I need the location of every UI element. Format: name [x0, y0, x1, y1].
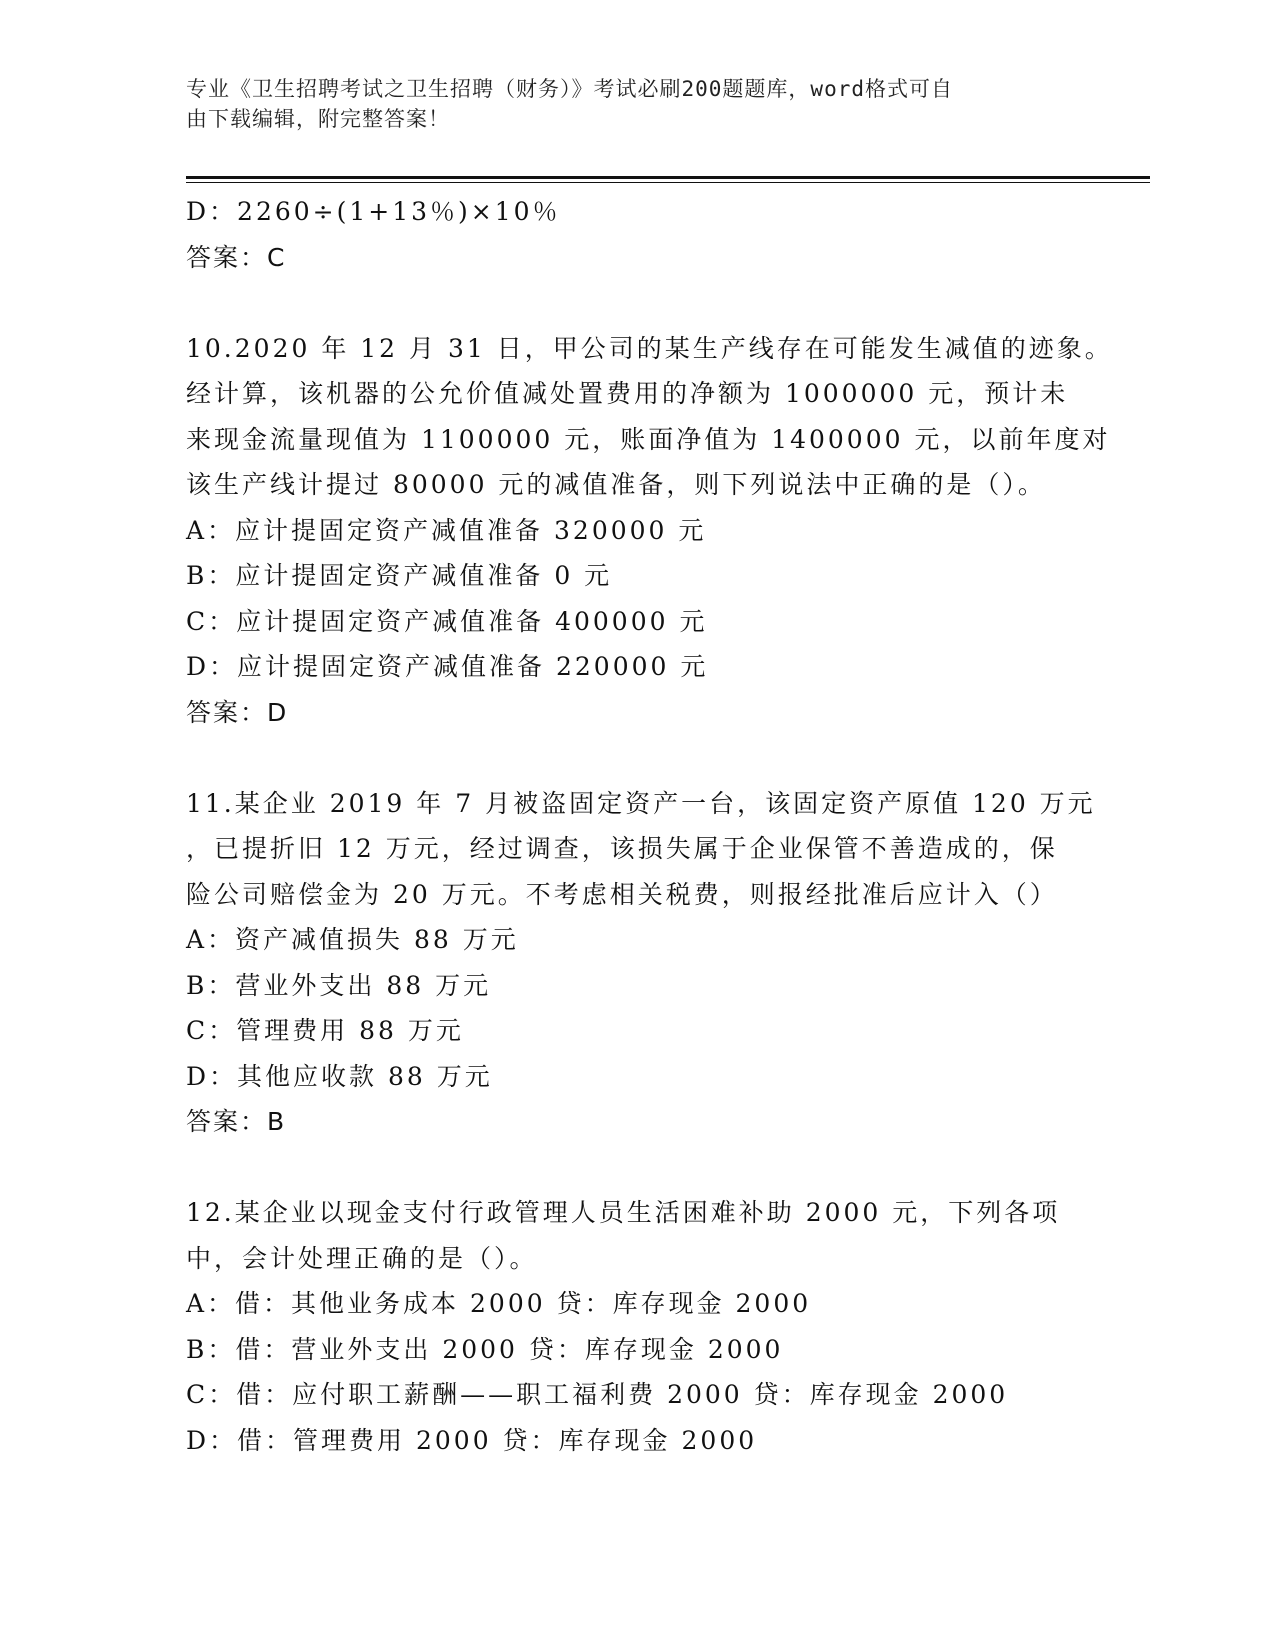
- question-11: [186, 781, 1096, 1145]
- question-10-line-1: 10.2020 年 12 月 31 日，甲公司的某生产线存在可能发生减值的迹象。: [186, 333, 1113, 363]
- question-11-answer: 答案：B: [186, 1107, 287, 1136]
- header-title-line-2: 由下载编辑，附完整答案！: [186, 107, 450, 131]
- page-header: [186, 74, 1066, 134]
- question-12: [186, 1190, 1086, 1463]
- question-10: [186, 326, 1113, 736]
- spacer: [186, 1145, 1086, 1191]
- header-divider-thin: [186, 182, 1150, 183]
- question-11-line-3: 险公司赔偿金为 20 万元。不考虑相关税费，则报经批准后应计入（）: [186, 879, 1058, 909]
- spacer: [186, 280, 1086, 326]
- question-11-option-a: A：资产减值损失 88 万元: [186, 925, 519, 954]
- question-10-line-2: 经计算，该机器的公允价值减处置费用的净额为 1000000 元，预计未: [186, 379, 1069, 408]
- header-divider-thick: [186, 176, 1150, 179]
- question-10-answer: 答案：D: [186, 697, 289, 727]
- question-12-line-1: 12.某企业以现金支付行政管理人员生活困难补助 2000 元，下列各项: [186, 1198, 1061, 1227]
- question-12-option-c: C：借：应付职工薪酬——职工福利费 2000 贷：库存现金 2000: [186, 1380, 1009, 1409]
- question-11-option-d: D：其他应收款 88 万元: [186, 1061, 493, 1091]
- question-12-option-d: D：借：管理费用 2000 贷：库存现金 2000: [186, 1425, 758, 1455]
- header-title-line-1: 专业《卫生招聘考试之卫生招聘（财务）》考试必刷200题题库，word格式可自: [186, 77, 953, 101]
- question-10-line-3: 来现金流量现值为 1100000 元，账面净值为 1400000 元，以前年度对: [186, 424, 1111, 454]
- question-10-option-d: D：应计提固定资产减值准备 220000 元: [186, 652, 709, 681]
- question-10-option-c: C：应计提固定资产减值准备 400000 元: [186, 606, 708, 636]
- question-12-option-b: B：借：营业外支出 2000 贷：库存现金 2000: [186, 1334, 784, 1364]
- question-12-line-2: 中，会计处理正确的是（）。: [186, 1243, 538, 1273]
- question-content: [186, 189, 1113, 1463]
- prev-option-d: D：2260÷(1+13％)×10％: [186, 197, 561, 226]
- question-11-option-b: B：营业外支出 88 万元: [186, 970, 492, 1000]
- question-11-line-1: 11.某企业 2019 年 7 月被盗固定资产一台，该固定资产原值 120 万元: [186, 788, 1096, 818]
- spacer: [186, 735, 1086, 781]
- question-10-line-4: 该生产线计提过 80000 元的减值准备，则下列说法中正确的是（）。: [186, 470, 1046, 499]
- question-11-line-2: ，已提折旧 12 万元，经过调查，该损失属于企业保管不善造成的，保: [186, 834, 1058, 863]
- question-10-option-a: A：应计提固定资产减值准备 320000 元: [186, 515, 707, 545]
- question-11-option-c: C：管理费用 88 万元: [186, 1016, 464, 1045]
- question-10-option-b: B：应计提固定资产减值准备 0 元: [186, 561, 613, 590]
- question-12-option-a: A：借：其他业务成本 2000 贷：库存现金 2000: [186, 1289, 812, 1318]
- prev-answer: 答案：C: [186, 242, 287, 272]
